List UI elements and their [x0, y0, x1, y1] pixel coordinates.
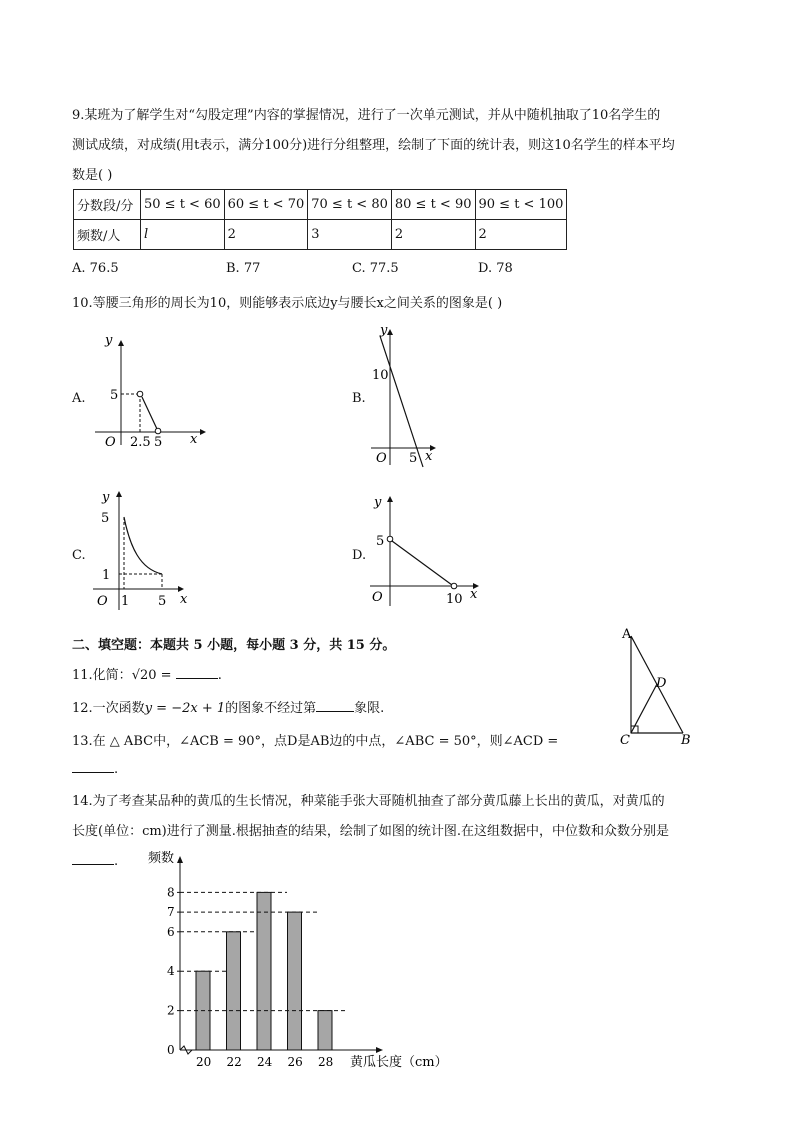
x-tick-label: 20	[196, 1055, 212, 1069]
q9-option-a: A. 76.5	[72, 261, 119, 276]
tick-label: 10	[372, 368, 389, 383]
tick-label: 5	[158, 594, 167, 609]
q9-line1: 9.某班为了解学生对“勾股定理”内容的掌握情况，进行了一次单元测试，并从中随机抽取了10名学生的	[72, 108, 661, 123]
table-cell: 80 ≤ t < 90	[391, 190, 475, 220]
origin-label: O	[372, 590, 383, 605]
x-label: x	[180, 592, 188, 607]
table-cell: 50 ≤ t < 60	[141, 190, 225, 220]
chart-zero-label: 0	[167, 1043, 175, 1057]
tick-label: 2.5	[130, 435, 151, 450]
y-axis-arrow-icon	[177, 856, 183, 863]
q12-prefix: 12.一次函数	[72, 701, 145, 716]
x-label: x	[470, 587, 478, 602]
q10-stem: 10.等腰三角形的周长为10，则能够表示底边y与腰长x之间关系的图象是( )	[72, 296, 503, 311]
table-cell: 2	[391, 220, 475, 250]
q11	[72, 664, 222, 683]
y-label: y	[374, 495, 382, 510]
y-tick-label: 7	[167, 905, 175, 920]
bar-24	[257, 892, 271, 1050]
q10-option-d-label: D.	[352, 548, 367, 563]
q11-expression: √20 =	[131, 668, 172, 683]
x-tick-label: 28	[318, 1055, 334, 1069]
vertex-label-a: A	[622, 627, 632, 642]
x-tick-label: 26	[287, 1055, 303, 1069]
x-axis-arrow-icon	[200, 429, 206, 435]
origin-label: O	[105, 435, 116, 450]
section-2-title: 二、填空题：本题共 5 小题，每小题 3 分，共 15 分。	[72, 638, 396, 653]
tick-label: 5	[101, 511, 110, 526]
graph-segment	[142, 397, 157, 429]
y-axis-arrow-icon	[118, 340, 124, 346]
table-cell: 70 ≤ t < 80	[308, 190, 392, 220]
q9-frequency-table	[73, 189, 567, 250]
triangle-figure	[615, 622, 700, 747]
q10-graph-b	[365, 320, 445, 470]
y-label: y	[105, 333, 113, 348]
table-cell: 2	[475, 220, 567, 250]
x-tick-label: 24	[257, 1055, 273, 1069]
graph-curve	[124, 517, 162, 574]
answer-blank	[72, 852, 114, 865]
table-cell: 90 ≤ t < 100	[475, 190, 567, 220]
chart-y-label: 频数	[148, 851, 175, 866]
q9-line2: 测试成绩，对成绩(用t表示，满分100分)进行分组整理，绘制了下面的统计表，则这10名学生的样本平均	[72, 138, 675, 153]
bar-28	[318, 1011, 332, 1050]
q14-end: .	[114, 854, 119, 869]
q12	[72, 697, 384, 716]
q13-line1: 13.在 △ ABC中，∠ACB = 90°，点D是AB边的中点，∠ABC = 50°，则∠ACD =	[72, 734, 559, 749]
x-label: x	[190, 432, 198, 447]
table-cell: 2	[224, 220, 308, 250]
answer-blank	[316, 699, 354, 712]
q14-line1: 14.为了考查某品种的黄瓜的生长情况，种菜能手张大哥随机抽查了部分黄瓜藤上长出的黄瓜，对黄瓜的	[72, 794, 665, 809]
q10-option-c-label: C.	[72, 548, 86, 563]
q11-suffix: .	[217, 668, 222, 683]
open-point	[387, 536, 393, 542]
answer-blank	[72, 760, 114, 773]
y-tick-label: 8	[167, 885, 175, 900]
table-cell: 分数段/分	[74, 190, 141, 220]
q9-option-d: D. 78	[478, 261, 513, 276]
table-header-row	[74, 190, 567, 220]
tick-label: 5	[154, 435, 163, 450]
open-point	[155, 428, 161, 434]
chart-x-label: 黄瓜长度（cm）	[350, 1055, 448, 1070]
q10-graph-a	[85, 330, 210, 450]
q12-suffix: 象限.	[354, 701, 385, 716]
x-tick-label: 22	[226, 1055, 242, 1069]
tick-label: 10	[446, 592, 463, 607]
q13-line2	[72, 760, 118, 777]
graph-line	[380, 336, 423, 467]
q10-graph-c	[85, 485, 195, 613]
tick-label: 5	[409, 451, 418, 466]
answer-blank	[176, 666, 218, 679]
q10-option-b-label: B.	[352, 391, 366, 406]
q10-option-a-label: A.	[72, 391, 86, 406]
vertex-label-b: B	[681, 733, 691, 747]
y-label: y	[102, 490, 110, 505]
table-cell: 60 ≤ t < 70	[224, 190, 308, 220]
open-point	[451, 583, 457, 589]
bar-26	[288, 912, 302, 1050]
y-label: y	[380, 323, 388, 338]
q9-option-b: B. 77	[226, 261, 261, 276]
bar-22	[227, 932, 241, 1050]
tick-label: 5	[376, 534, 385, 549]
y-axis-arrow-icon	[116, 491, 122, 497]
tick-label: 1	[121, 594, 130, 609]
table-cell: 频数/人	[74, 220, 141, 250]
y-axis-arrow-icon	[387, 329, 393, 335]
y-tick-label: 2	[167, 1003, 175, 1018]
origin-label: O	[97, 594, 108, 609]
q9-line3: 数是( )	[72, 168, 113, 183]
x-axis-arrow-icon	[376, 1047, 383, 1053]
y-axis-arrow-icon	[387, 496, 393, 502]
table-cell: l	[141, 220, 225, 250]
q10-graph-d	[365, 490, 490, 610]
q11-prefix: 11.化简：	[72, 668, 132, 683]
q12-middle: 的图象不经过第	[225, 701, 317, 716]
point-label-d: D	[656, 676, 667, 691]
graph-segment	[392, 541, 452, 585]
tick-label: 1	[102, 568, 111, 583]
q14-line3	[72, 852, 118, 869]
q12-expression: y = −2x + 1	[144, 701, 226, 716]
x-label: x	[425, 449, 433, 464]
q13-end: .	[114, 762, 119, 777]
vertex-label-c: C	[620, 733, 630, 747]
table-row	[74, 220, 567, 250]
y-tick-label: 6	[167, 924, 175, 939]
cucumber-length-chart	[140, 848, 460, 1078]
tick-label: 5	[110, 388, 119, 403]
open-point	[137, 391, 143, 397]
table-cell: 3	[308, 220, 392, 250]
origin-label: O	[376, 451, 387, 466]
q9-option-c: C. 77.5	[352, 261, 399, 276]
y-tick-label: 4	[167, 964, 175, 979]
q14-line2: 长度(单位：cm)进行了测量.根据抽查的结果，绘制了如图的统计图.在这组数据中，中位数和众数分别是	[72, 824, 670, 839]
